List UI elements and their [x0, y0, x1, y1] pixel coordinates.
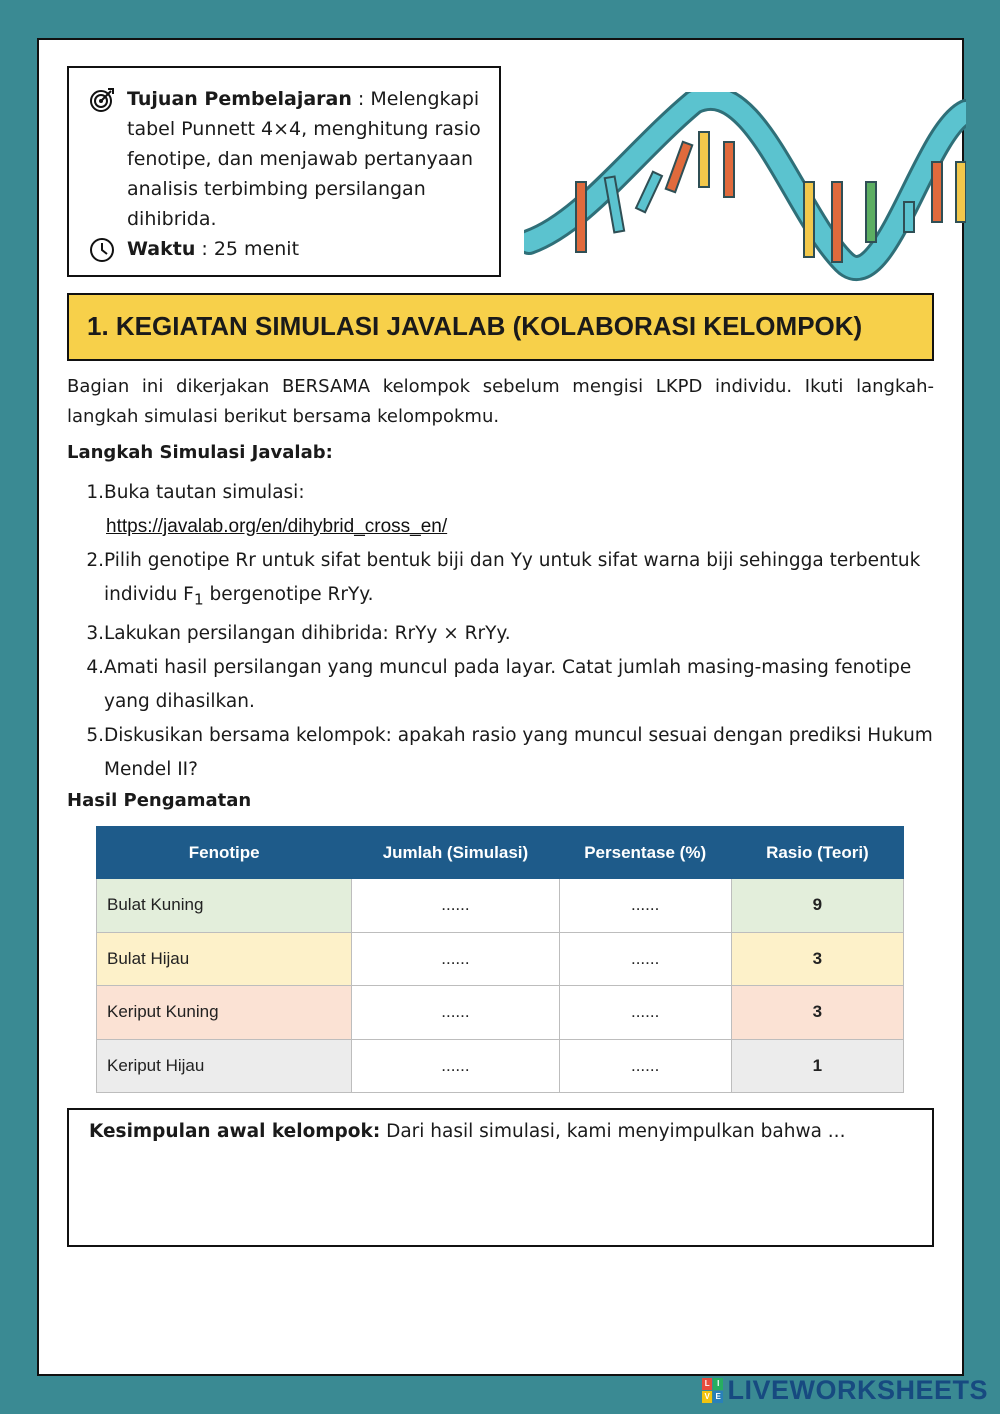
observation-table	[96, 826, 904, 1093]
count-cell[interactable]: ......	[352, 932, 559, 986]
phenotype-cell: Bulat Hijau	[97, 932, 352, 986]
step-1: 1. Buka tautan simulasi: https://javalab.org/en/dihybrid_cross_en/	[79, 476, 939, 544]
objective-label: Tujuan Pembelajaran	[127, 88, 352, 110]
table-header-row	[97, 827, 904, 879]
steps-list	[79, 476, 939, 787]
logo-letter: V	[702, 1391, 712, 1403]
percent-cell[interactable]: ......	[559, 879, 731, 933]
time-value: 25 menit	[213, 238, 300, 260]
clock-icon	[89, 237, 115, 263]
conclusion-label: Kesimpulan awal kelompok:	[89, 1121, 381, 1142]
dna-illustration	[524, 92, 966, 282]
ratio-cell: 3	[731, 932, 903, 986]
logo-letter: E	[713, 1391, 723, 1403]
percent-cell[interactable]: ......	[559, 932, 731, 986]
count-cell[interactable]: ......	[352, 1039, 559, 1093]
javalab-link[interactable]: https://javalab.org/en/dihybrid_cross_en/	[106, 516, 448, 537]
section-title: 1. KEGIATAN SIMULASI JAVALAB (KOLABORASI KELOMPOK)	[67, 293, 934, 361]
ratio-cell: 1	[731, 1039, 903, 1093]
ratio-cell: 3	[731, 986, 903, 1040]
section-intro: Bagian ini dikerjakan BERSAMA kelompok sebelum mengisi LKPD individu. Ikuti langkah-langkah simulasi berikut bersama kelompokmu.	[67, 376, 934, 427]
brand-name: LIVEWORKSHEETS	[727, 1375, 988, 1405]
objective-row	[89, 84, 481, 234]
table-row	[97, 986, 904, 1040]
time-text: Waktu : 25 menit	[127, 238, 300, 260]
liveworksheets-logo-icon	[702, 1378, 723, 1403]
step-5: 5. Diskusikan bersama kelompok: apakah rasio yang muncul sesuai dengan prediksi Hukum Mendel II?	[86, 724, 933, 780]
header-jumlah: Jumlah (Simulasi)	[352, 827, 559, 879]
ratio-cell: 9	[731, 879, 903, 933]
observation-title: Hasil Pengamatan	[67, 790, 252, 811]
conclusion-text: Dari hasil simulasi, kami menyimpulkan bahwa ...	[380, 1121, 846, 1142]
objective-box	[67, 66, 501, 277]
phenotype-cell: Keriput Hijau	[97, 1039, 352, 1093]
percent-cell[interactable]: ......	[559, 1039, 731, 1093]
liveworksheets-brand	[702, 1375, 988, 1406]
logo-letter: L	[702, 1378, 712, 1390]
count-cell[interactable]: ......	[352, 879, 559, 933]
percent-cell[interactable]: ......	[559, 986, 731, 1040]
objective-text: Tujuan Pembelajaran : Melengkapi tabel Punnett 4×4, menghitung rasio fenotipe, dan menjawab pertanyaan analisis terbimbing persilangan dihibrida.	[127, 88, 481, 230]
time-label: Waktu	[127, 238, 196, 260]
phenotype-cell: Bulat Kuning	[97, 879, 352, 933]
steps-title: Langkah Simulasi Javalab:	[67, 442, 333, 463]
logo-letter: I	[713, 1378, 723, 1390]
header-persentase: Persentase (%)	[559, 827, 731, 879]
table-row	[97, 932, 904, 986]
table-row	[97, 1039, 904, 1093]
table-row	[97, 879, 904, 933]
target-icon	[89, 87, 115, 113]
step-4: 4. Amati hasil persilangan yang muncul pada layar. Catat jumlah masing-masing fenotipe yang dihasilkan.	[86, 656, 912, 712]
step-2: 2. Pilih genotipe Rr untuk sifat bentuk biji dan Yy untuk sifat warna biji sehingga terbentuk individu $F_1$ bergenotipe RrYy.	[86, 550, 921, 609]
header-rasio: Rasio (Teori)	[731, 827, 903, 879]
header-fenotipe: Fenotipe	[97, 827, 352, 879]
step-3: 3. Lakukan persilangan dihibrida: RrYy × RrYy.	[86, 622, 511, 644]
worksheet-page	[37, 38, 964, 1376]
phenotype-cell: Keriput Kuning	[97, 986, 352, 1040]
conclusion-box[interactable]	[67, 1108, 934, 1247]
count-cell[interactable]: ......	[352, 986, 559, 1040]
time-row	[89, 234, 481, 264]
objective-description: Melengkapi tabel Punnett 4×4, menghitung rasio fenotipe, dan menjawab pertanyaan analisis terbimbing persilangan dihibrida.	[127, 88, 481, 230]
